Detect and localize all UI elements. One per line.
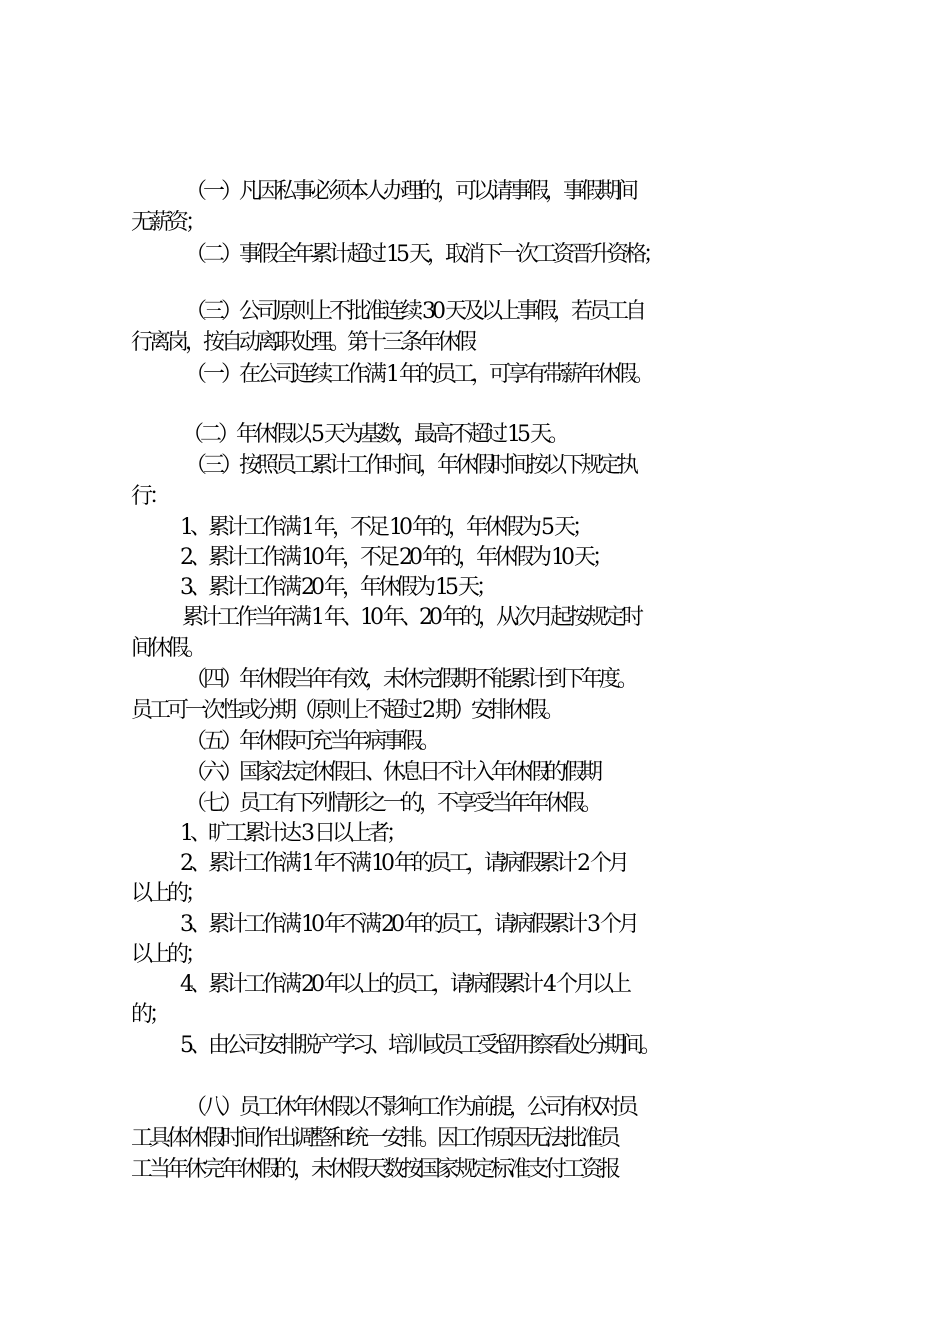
text-line-5: 行离岗，按自动离职处理。第十三条年休假	[131, 330, 474, 355]
text-line-16: 员工可一次性或分期（原则上不超过 2 期）安排休假。	[131, 698, 561, 723]
text-line-13: 累计工作当年满 1 年、10 年、20 年的，从次月起按规定时	[182, 605, 640, 630]
text-line-24: 以上的；	[131, 942, 204, 967]
text-line-9: 行：	[131, 484, 168, 509]
text-line-4: （三）公司原则上不批准连续 30 天及以上事假，若员工自	[185, 299, 643, 324]
text-line-17: （五）年休假可充当年病事假。	[185, 729, 438, 754]
text-line-14: 间休假。	[131, 636, 204, 661]
text-line-30: 工当年休完年休假的，未休假天数按国家规定标准支付工资报	[131, 1157, 618, 1182]
text-line-12: 3、累计工作满 20 年，年休假为 15 天；	[180, 575, 494, 600]
text-line-11: 2、累计工作满 10 年，不足 20 年的，年休假为 10 天；	[180, 545, 610, 570]
text-line-21: 2、累计工作满 1 年不满 10 年的员工，请病假累计 2 个月	[180, 851, 626, 876]
text-line-2: 无薪资；	[131, 210, 204, 235]
text-line-22: 以上的；	[131, 881, 204, 906]
text-line-19: （七）员工有下列情形之一的，不享受当年年休假。	[185, 791, 600, 816]
text-line-28: （八）员工休年休假以不影响工作为前提，公司有权对员	[185, 1095, 636, 1120]
text-line-25: 4、累计工作满 20 年以上的员工，请病假累计 4 个月以上	[180, 972, 628, 997]
text-line-23: 3、累计工作满 10 年不满 20 年的员工，请病假累计 3 个月	[180, 912, 636, 937]
text-line-20: 1、旷工累计达 3 日以上者；	[180, 821, 404, 846]
text-line-1: （一）凡因私事必须本人办理的，可以请事假，事假期间	[185, 179, 636, 204]
text-line-8: （三）按照员工累计工作时间，年休假时间按以下规定执	[185, 453, 636, 478]
text-line-29: 工具体休假时间作出调整和统一安排。因工作原因无法批准员	[131, 1126, 618, 1151]
text-line-3: （二）事假全年累计超过 15 天，取消下一次工资晋升资格；	[185, 242, 661, 267]
text-line-6: （一）在公司连续工作满 1 年的员工，可享有带薪年休假。	[185, 362, 651, 387]
text-line-26: 的；	[131, 1002, 168, 1027]
text-line-7: （二）年休假以 5 天为基数，最高不超过 15 天。	[182, 422, 566, 447]
text-line-10: 1、累计工作满 1 年，不足 10 年的，年休假为 5 天；	[180, 515, 590, 540]
text-line-18: （六）国家法定休假日、休息日不计入年休假的假期	[185, 760, 600, 785]
text-line-15: （四）年休假当年有效，未休完假期不能累计到下年度。	[185, 667, 636, 692]
text-line-27: 5、由公司安排脱产学习、培训或员工受留用察看处分期间。	[180, 1033, 658, 1058]
